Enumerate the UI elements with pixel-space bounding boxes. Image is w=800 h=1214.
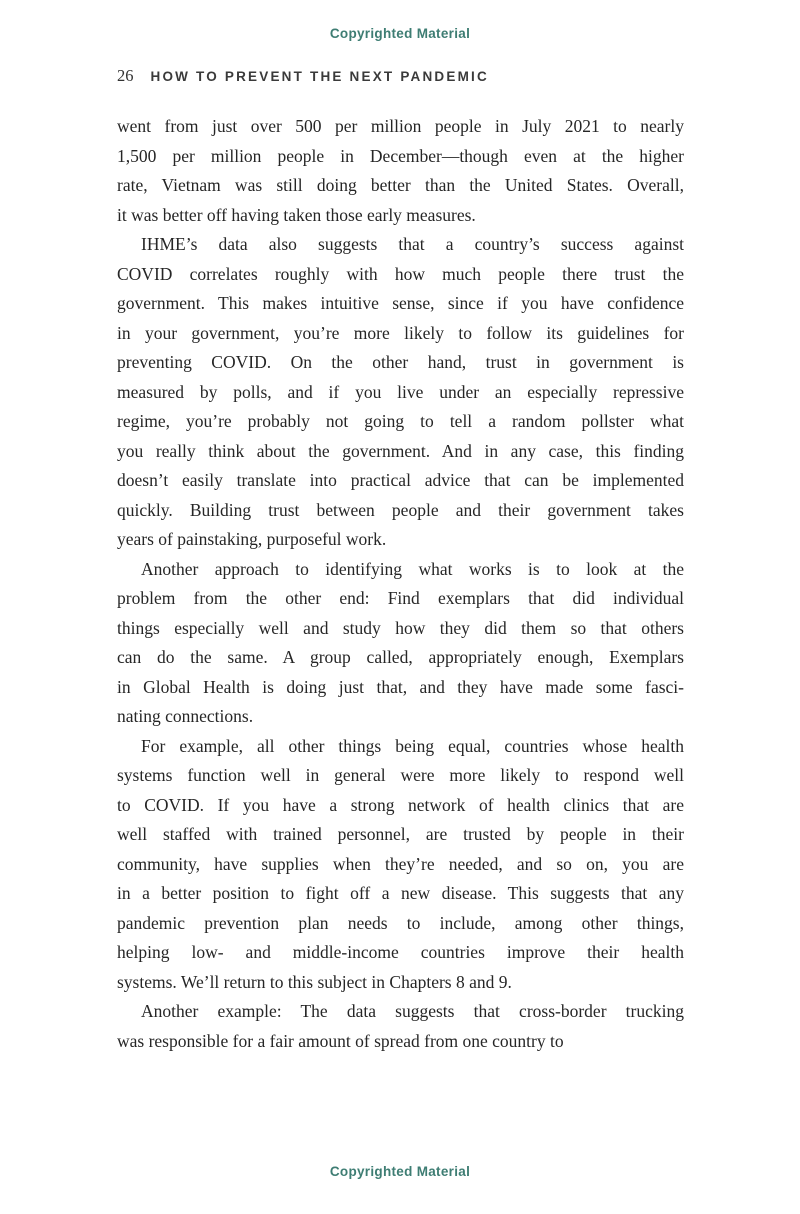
page-number: 26 bbox=[117, 66, 134, 85]
text-line: nating connections. bbox=[117, 706, 254, 726]
text-line: government. This makes intuitive sense, since if you have confidence bbox=[117, 293, 684, 313]
text-line: systems. We’ll return to this subject in Chapters 8 and 9. bbox=[117, 971, 512, 992]
paragraph bbox=[117, 555, 684, 732]
text-line: went from just over 500 per million people in July 2021 to nearly bbox=[117, 116, 684, 136]
text-line: was responsible for a fair amount of spread from one country to bbox=[117, 1030, 564, 1051]
text-line: Another approach to identifying what works is to look at the bbox=[141, 558, 684, 579]
text-line: community, have supplies when they’re needed, and so on, you are bbox=[117, 853, 684, 874]
text-line: can do the same. A group called, appropriately enough, Exemplars bbox=[117, 647, 684, 667]
text-line: in a better position to fight off a new disease. This suggests that any bbox=[117, 883, 684, 903]
text-line: it was better off having taken those early measures. bbox=[117, 204, 476, 225]
text-line: pandemic prevention plan needs to include, among other things, bbox=[117, 912, 684, 933]
text-line: in your government, you’re more likely to follow its guidelines for bbox=[117, 322, 684, 343]
text-line: measured by polls, and if you live under an especially repressive bbox=[117, 381, 684, 402]
text-line: Another example: The data suggests that cross-border trucking bbox=[141, 1001, 684, 1021]
text-line: years of painstaking, purposeful work. bbox=[117, 529, 387, 549]
text-line: problem from the other end: Find exemplars that did individual bbox=[117, 588, 684, 608]
paragraph bbox=[117, 732, 684, 998]
text-line: preventing COVID. On the other hand, trust in government is bbox=[117, 352, 684, 372]
text-line: For example, all other things being equal, countries whose health bbox=[141, 735, 684, 756]
copyright-top-label: Copyrighted Material bbox=[329, 26, 471, 41]
text-line: systems function well in general were more likely to respond well bbox=[117, 765, 684, 785]
text-line: well staffed with trained personnel, are trusted by people in their bbox=[117, 824, 684, 844]
paragraph bbox=[117, 997, 684, 1056]
copyright-bottom-label: Copyrighted Material bbox=[329, 1164, 471, 1179]
running-header bbox=[117, 66, 489, 86]
text-line: doesn’t easily translate into practical advice that can be implemented bbox=[117, 470, 684, 490]
text-line: 1,500 per million people in December—though even at the higher bbox=[117, 145, 684, 166]
text-line: to COVID. If you have a strong network of health clinics that are bbox=[117, 794, 684, 815]
text-block bbox=[117, 112, 684, 1056]
text-line: you really think about the government. And in any case, this finding bbox=[117, 440, 684, 461]
text-line: COVID correlates roughly with how much people there trust the bbox=[117, 263, 684, 284]
text-line: quickly. Building trust between people and their government takes bbox=[117, 499, 684, 520]
text-line: in Global Health is doing just that, and they have made some fasci- bbox=[117, 676, 684, 697]
paragraph bbox=[117, 112, 684, 230]
text-line: IHME’s data also suggests that a country’s success against bbox=[141, 234, 684, 254]
text-line: helping low- and middle-income countries improve their health bbox=[117, 942, 684, 962]
text-line: rate, Vietnam was still doing better than the United States. Overall, bbox=[117, 175, 684, 195]
text-line: things especially well and study how they did them so that others bbox=[117, 617, 684, 638]
paragraph bbox=[117, 230, 684, 555]
text-line: regime, you’re probably not going to tell a random pollster what bbox=[117, 411, 684, 431]
book-title: HOW TO PREVENT THE NEXT PANDEMIC bbox=[150, 69, 489, 84]
